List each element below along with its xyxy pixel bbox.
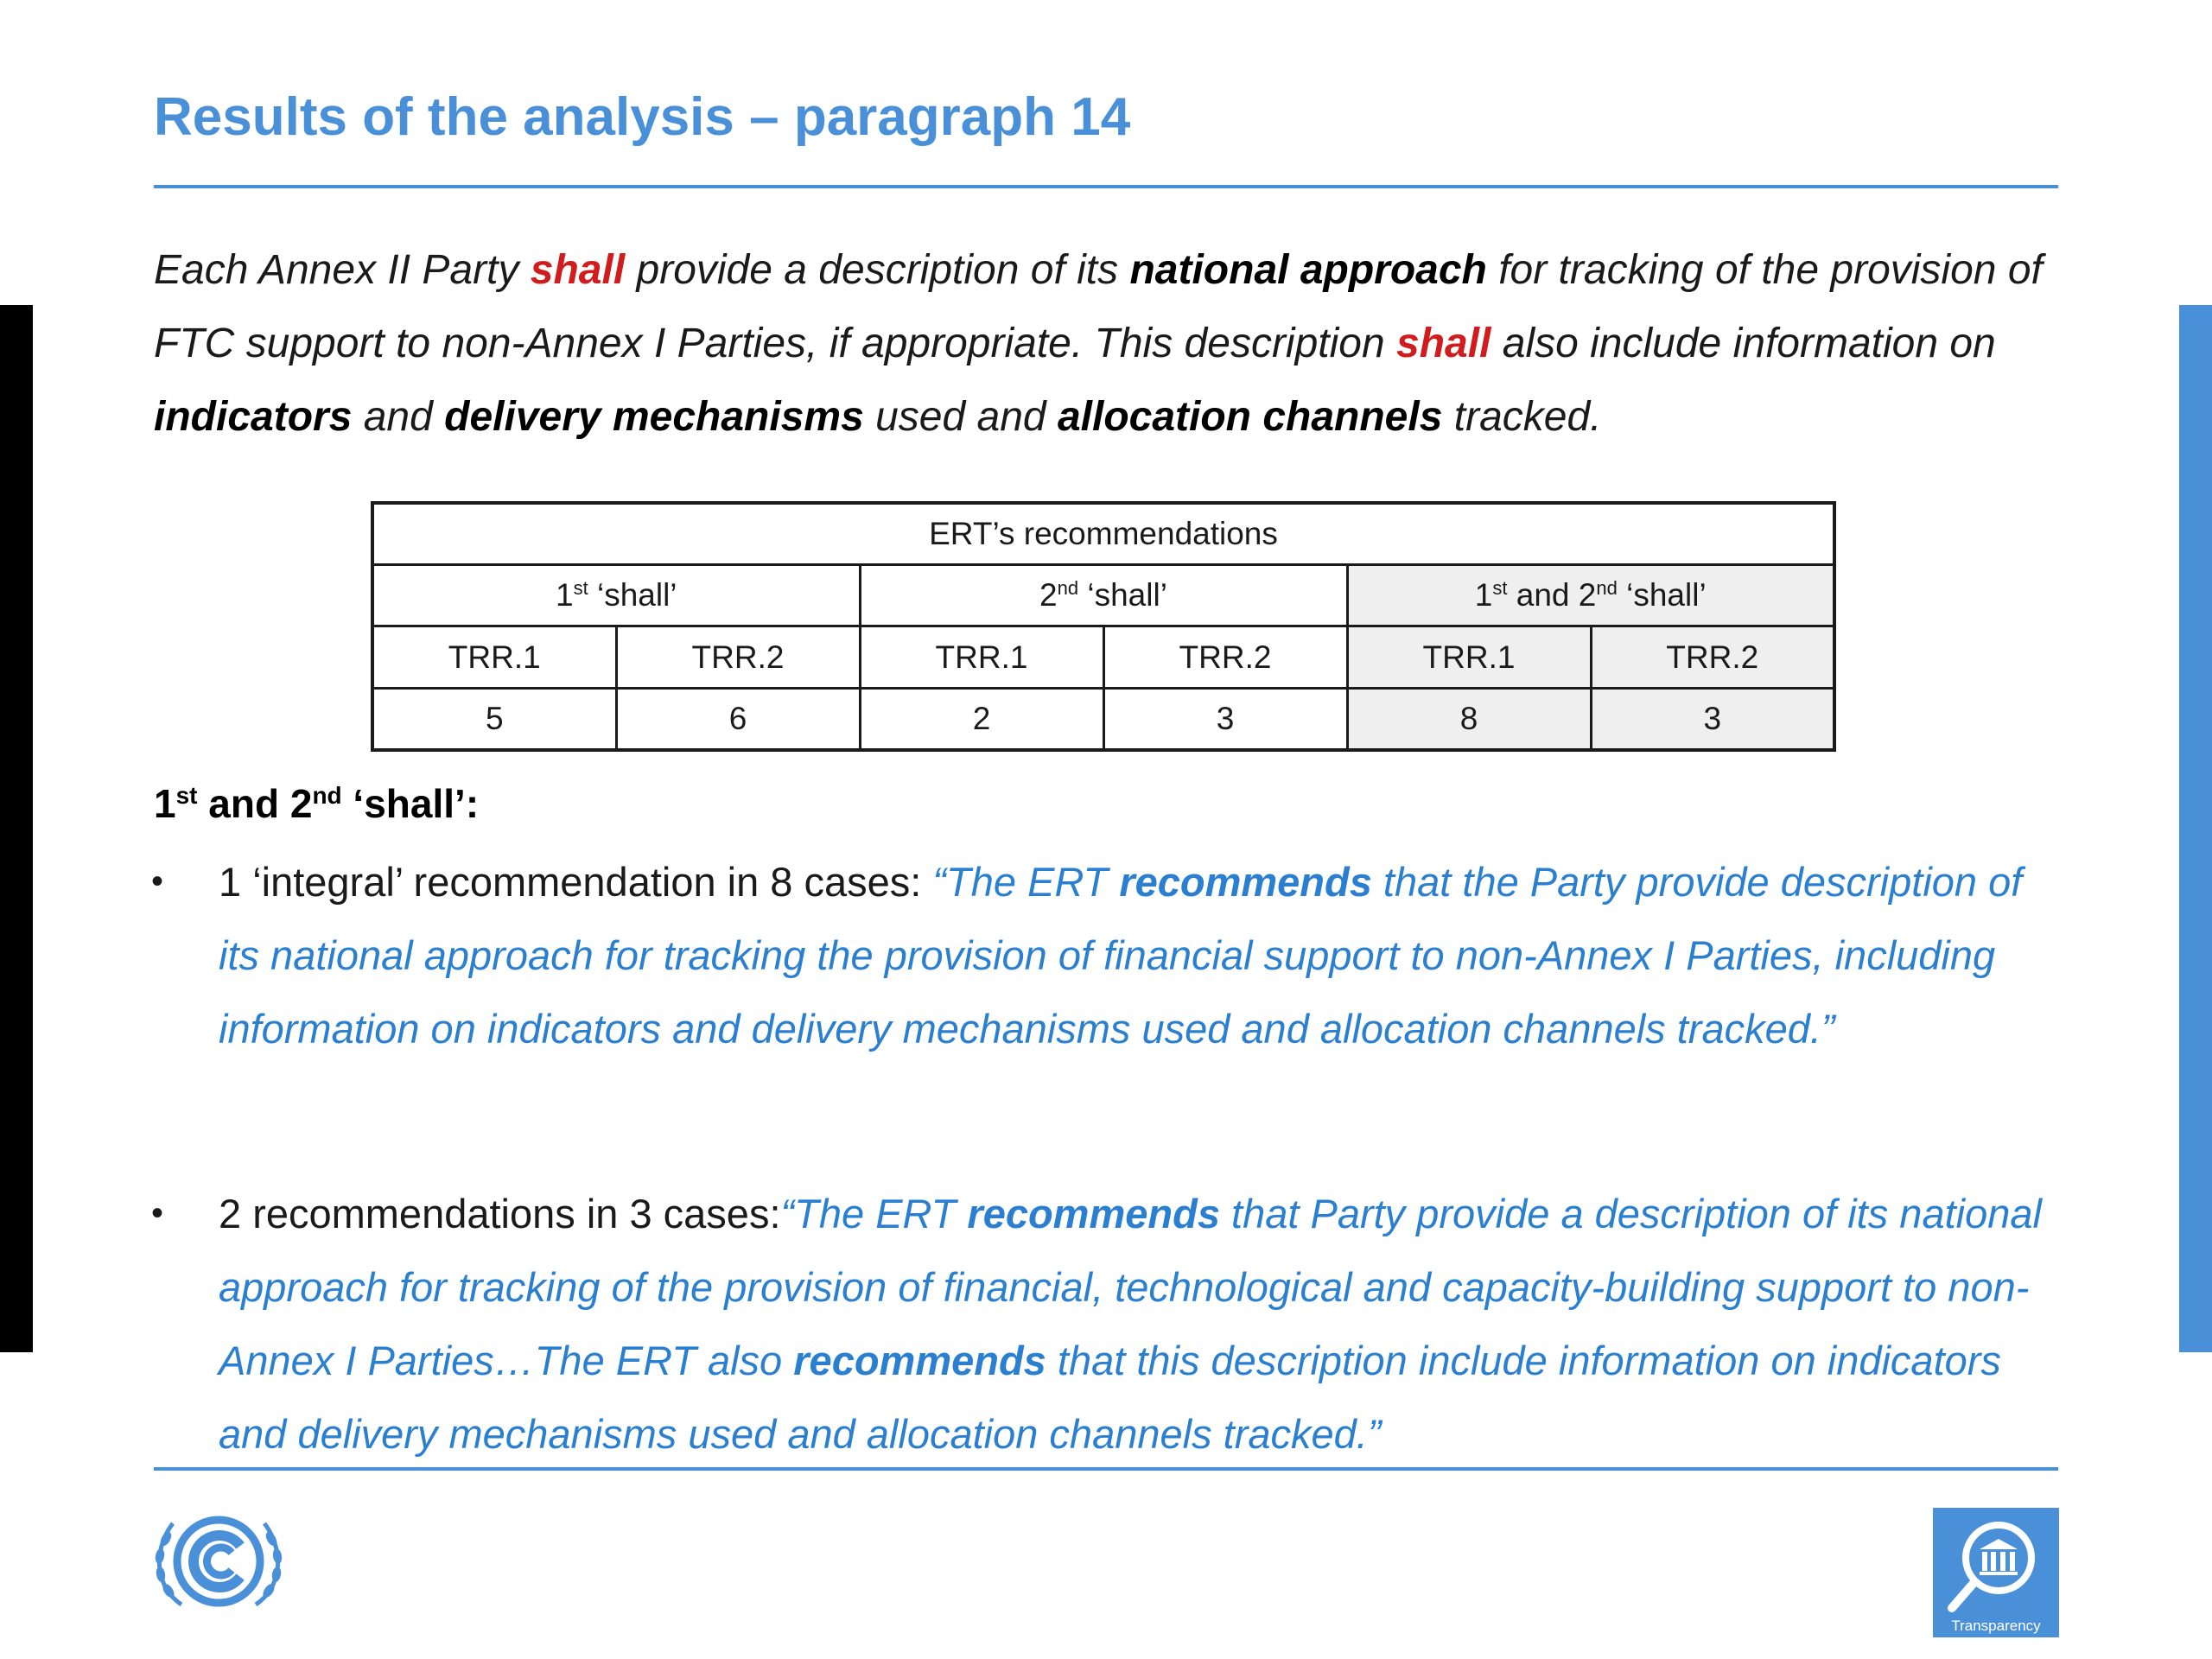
intro-text: and [352,394,445,440]
transparency-logo-label: Transparency [1951,1618,2041,1634]
table-group-row [372,565,1834,626]
table-column-header: TRR.1 [372,626,616,688]
table-value-cell: 5 [372,688,616,750]
intro-text: Each Annex II Party [154,247,531,293]
table-column-header: TRR.2 [1591,626,1834,688]
slide-title: Results of the analysis – paragraph 14 [154,87,1131,147]
table-header-cell: ERT’s recommendations [372,503,1834,565]
bullet-marker: • [151,862,164,900]
intro-text: provide a description of its [625,247,1130,293]
bullet-lead-text: 2 recommendations in 3 cases: [219,1191,781,1236]
emphasis-indicators: indicators [154,394,353,440]
table-column-header: TRR.1 [1347,626,1591,688]
group-cell-both-shall: 1st and 2nd ‘shall’ [1347,565,1834,626]
transparency-logo [1933,1508,2059,1637]
bullet-quote: “The ERT recommends that the Party provide description of its national approach for tracking the provision of financial support to non-Annex I Parties, including information on indicators and delivery mechanisms used and allocation channels tracked.” [219,859,2023,1052]
table-column-header: TRR.1 [860,626,1103,688]
shall-keyword: shall [530,247,626,293]
section-subheading: 1st and 2nd ‘shall’: [154,781,480,826]
footer-divider [154,1467,2058,1471]
emphasis-allocation-channels: allocation channels [1057,394,1443,440]
bullet-lead-text: 1 ‘integral’ recommendation in 8 cases: [219,859,933,905]
table-value-cell: 6 [616,688,860,750]
emphasis-delivery-mechanisms: delivery mechanisms [444,394,864,440]
table-column-row [372,626,1834,688]
table-column-header: TRR.2 [616,626,860,688]
intro-text: used and [863,394,1058,440]
intro-text: for tracking of the provision of FTC support to non-Annex I Parties, if appropriate. This description [154,247,2043,366]
table-header-row [372,503,1834,565]
table-value-row [372,688,1834,750]
shall-keyword: shall [1396,321,1491,366]
group-cell-second-shall: 2nd ‘shall’ [860,565,1347,626]
bullet-item [151,1177,2042,1471]
table-value-cell: 8 [1347,688,1591,750]
group-cell-first-shall: 1st ‘shall’ [372,565,860,626]
unfccc-logo [147,1508,290,1620]
bullet-quote: “The ERT recommends that Party provide a description of its national approach for tracking of the provision of financial, technological and capacity-building support to non-Annex I Parties…The ERT also recommends that this description include information on indicators and delivery mechanisms used and allocation channels tracked.” [219,1191,2042,1457]
table-value-cell: 3 [1103,688,1347,750]
intro-text: also include information on [1491,321,1996,366]
table-value-cell: 2 [860,688,1103,750]
emphasis-national-approach: national approach [1129,247,1487,293]
intro-paragraph [154,233,2055,454]
unfccc-emblem-icon [147,1508,290,1620]
left-accent-bar [0,305,33,1352]
intro-text: tracked. [1442,394,1602,440]
bullet-marker: • [151,1194,164,1232]
table-value-cell: 3 [1591,688,1834,750]
title-divider [154,185,2058,188]
table-column-header: TRR.2 [1103,626,1347,688]
bullet-item [151,845,2042,1065]
recommendations-table [371,501,1836,752]
right-accent-bar [2179,305,2212,1352]
